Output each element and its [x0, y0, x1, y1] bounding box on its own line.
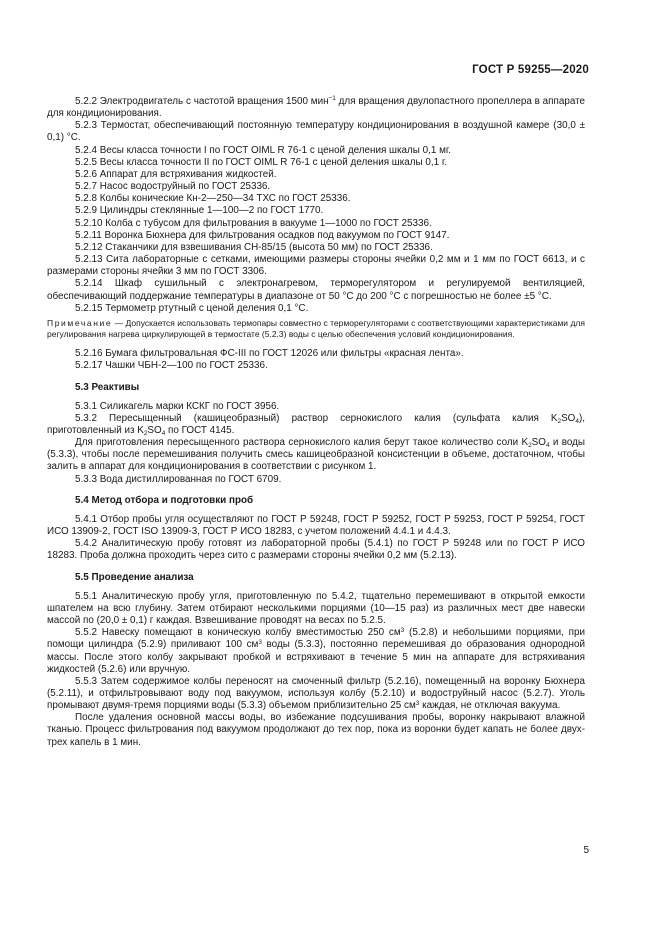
- item-text: Шкаф сушильный с электронагревом, терморегулятором и регулируемой вентиляцией, обеспечивающий поддержание температуры в диапазоне от 50 °С до 200 °С с погрешностью не более ±5 °С.: [47, 278, 585, 302]
- item-text: Электродвигатель с частотой вращения 1500 мин: [99, 96, 329, 107]
- equipment-item: [47, 348, 585, 360]
- item-superscript: −1: [328, 95, 336, 103]
- equipment-item: [47, 278, 585, 302]
- note-text: — Допускается использовать термопары совместно с терморегуляторами с соответствующими характеристиками для регулирования нагрева циркулирующей в термостате (5.2.3) воды с целью обеспечения условий кондиционирования.: [47, 317, 585, 340]
- equipment-item: [47, 157, 585, 169]
- equipment-item: [47, 120, 585, 144]
- item-number: 5.2.3: [75, 120, 97, 132]
- page-number: 5: [583, 845, 589, 856]
- paragraph-5-5-2: 5.5.2 Навеску помещают в коническую колбу вместимостью 250 $см^3$ (5.2.8) и небольшими порциями, при помощи цилиндра (5.2.9) приливают 100 $см^3$ воды (5.3.3), постоянно перемешивая до образования однородной массы. После этого колбу закрывают пробкой и встряхивают в течение 5 мин на аппарате для встряхивания жидкостей (5.2.6) или вручную.: [47, 626, 585, 675]
- equipment-item: [47, 169, 585, 181]
- paragraph-5-3-2: 5.3.2 Пересыщенный (кашицеобразный) раствор сернокислого калия (сульфата калия $K_2SO_4$), приготовленный из $K_2SO_4$ по ГОСТ 4145.: [47, 412, 585, 437]
- item-number: 5.2.7: [75, 181, 97, 193]
- section-title-analysis: 5.5 Проведение анализа: [75, 571, 194, 583]
- item-number: 5.2.13: [75, 254, 103, 266]
- item-number: 5.2.10: [75, 217, 103, 229]
- item-text: Весы класса точности II по ГОСТ OIML R 76-1 с ценой деления шкалы 0,1 г.: [99, 156, 447, 168]
- standard-code-header: ГОСТ Р 59255—2020: [472, 64, 589, 76]
- item-text: Аппарат для встряхивания жидкостей.: [99, 168, 277, 180]
- equipment-item: [47, 230, 585, 242]
- equipment-item: [47, 205, 585, 217]
- equipment-item: [47, 303, 585, 315]
- item-number: 5.2.11: [75, 229, 102, 241]
- paragraph-5-4-2: 5.4.2 Аналитическую пробу готовят из лабораторной пробы (5.4.1) по ГОСТ Р 59248 или по ГОСТ Р ИСО 18283. Проба должна проходить через сито с размерами стороны ячейки 0,2 мм (5.2.13).: [47, 538, 585, 562]
- item-number: 5.2.14: [75, 278, 103, 290]
- item-text: Весы класса точности I по ГОСТ OIML R 76-1 с ценой деления шкалы 0,1 мг.: [99, 144, 452, 156]
- item-text: Колба с тубусом для фильтрования в вакууме 1—1000 по ГОСТ 25336.: [105, 217, 432, 229]
- item-text: Цилиндры стеклянные 1—100—2 по ГОСТ 1770.: [99, 205, 324, 217]
- paragraph-5-5-3-continued: После удаления основной массы воды, во избежание подсушивания пробы, воронку накрывают влажной тканью. Процесс фильтрования под вакуумом продолжают до тех пор, пока из воронки будет капать не более двух-трех капель в 1 мин.: [47, 712, 585, 748]
- note-label: Примечание: [47, 317, 113, 328]
- paragraph-5-3-1: 5.3.1 Силикагель марки КСКГ по ГОСТ 3956.: [75, 400, 280, 412]
- item-text: Сита лабораторные с сетками, имеющими размеры стороны ячейки 0,2 мм и 1 мм по ГОСТ 6613, и с размерами стороны ячейки 3 мм по ГОСТ 3306.: [47, 254, 585, 278]
- item-number: 5.2.4: [75, 144, 97, 156]
- equipment-item: [47, 254, 585, 278]
- item-number: 5.2.5: [75, 156, 97, 168]
- equipment-item: [47, 96, 585, 120]
- section-title-sampling: 5.4 Метод отбора и подготовки проб: [75, 494, 254, 506]
- note: [47, 318, 585, 340]
- paragraph-5-5-3: 5.5.3 Затем содержимое колбы переносят на смоченный фильтр (5.2.16), помещенный на воронку Бюхнера (5.2.11), и отфильтровывают воду под вакуумом, используя колбу (5.2.10) и водоструйный насос (5.2.7). Уголь промывают двумя-тремя порциями воды (5.3.3) объемом приблизительно 25 $см^3$ каждая, не отключая вакуума.: [47, 675, 585, 712]
- equipment-item: [47, 360, 585, 372]
- equipment-item: [47, 218, 585, 230]
- paragraph-5-5-1: 5.5.1 Аналитическую пробу угля, приготовленную по 5.4.2, тщательно перемешивают в открытой емкости шпателем на всю глубину. Затем отбирают несколькими порциями (10—15 раз) из различных мест две навески массой по (20,0 ± 0,1) г каждая. Взвешивание проводят на весах по 5.2.5.: [47, 590, 585, 627]
- item-text: Стаканчики для взвешивания СН-85/15 (высота 50 мм) по ГОСТ 25336.: [105, 241, 433, 253]
- item-text: Воронка Бюхнера для фильтрования осадков под вакуумом по ГОСТ 9147.: [104, 229, 450, 241]
- item-text-continued: для вращения двулопастного пропеллера в аппарате для кондиционирования.: [47, 96, 585, 120]
- equipment-list: [47, 96, 585, 315]
- item-number: 5.2.2: [75, 96, 97, 107]
- item-text: Термостат, обеспечивающий постоянную температуру кондиционирования в воздушной камере (30,0 ± 0,1) °С.: [47, 120, 585, 144]
- item-text: Колбы конические Кн-2—250—34 ТХС по ГОСТ 25336.: [99, 193, 351, 205]
- item-text: Чашки ЧБН-2—100 по ГОСТ 25336.: [105, 360, 268, 372]
- paragraph-5-3-2-preparation: Для приготовления пересыщенного раствора сернокислого калия берут такое количество соли $K_2SO_4$ и воды (5.3.3), чтобы после перемешивания получить смесь кашицеобразной консистенции в объеме, достаточном, чтобы залить в аппарат для кондиционирования в соответствии с рисунком 1.: [47, 437, 585, 473]
- equipment-item: [47, 242, 585, 254]
- item-number: 5.2.12: [75, 241, 103, 253]
- item-text: Насос водоструйный по ГОСТ 25336.: [99, 181, 271, 193]
- paragraph-5-3-3: 5.3.3 Вода дистиллированная по ГОСТ 6709.: [75, 473, 282, 485]
- equipment-item: [47, 181, 585, 193]
- equipment-item: [47, 193, 585, 205]
- item-number: 5.2.17: [75, 360, 103, 372]
- paragraph-5-4-1: 5.4.1 Отбор пробы угля осуществляют по ГОСТ Р 59248, ГОСТ Р 59252, ГОСТ Р 59253, ГОСТ Р 59254, ГОСТ ИСО 13909-2, ГОСТ ISO 13909-3, ГОСТ Р ИСО 18283, с учетом положений 4.4.1 и 4.4.3.: [47, 513, 585, 538]
- item-number: 5.2.15: [75, 302, 103, 314]
- section-title-reagents: 5.3 Реактивы: [75, 381, 140, 393]
- item-number: 5.2.9: [75, 205, 97, 217]
- item-number: 5.2.16: [75, 348, 103, 360]
- equipment-list-continued: [47, 348, 585, 372]
- item-number: 5.2.8: [75, 193, 97, 205]
- item-number: 5.2.6: [75, 168, 97, 180]
- document-body: [47, 96, 585, 749]
- item-text: Бумага фильтровальная ФС-III по ГОСТ 12026 или фильтры «красная лента».: [105, 348, 464, 360]
- equipment-item: [47, 145, 585, 157]
- item-text: Термометр ртутный с ценой деления 0,1 °С.: [105, 302, 309, 314]
